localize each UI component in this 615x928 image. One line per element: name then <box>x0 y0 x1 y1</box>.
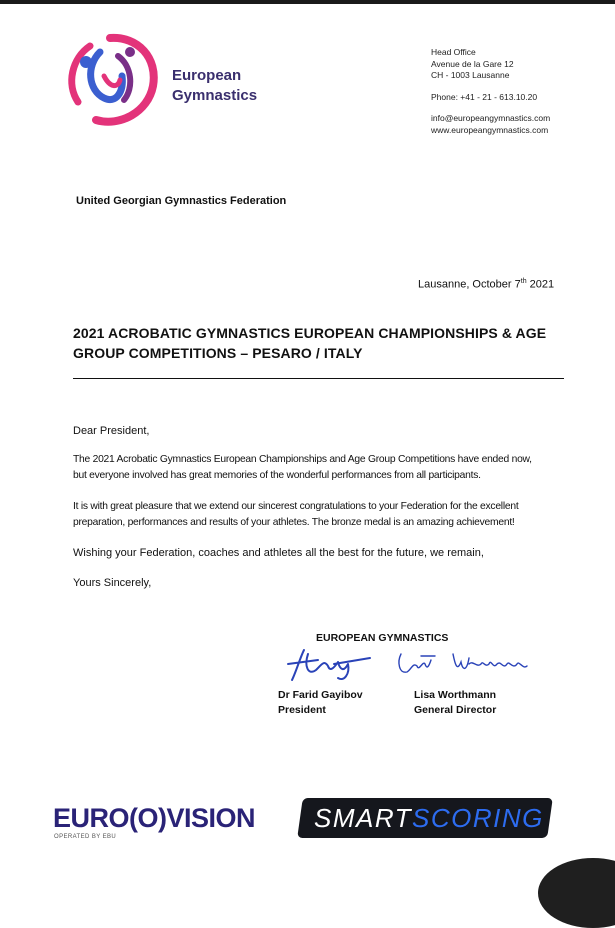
date-ordinal: th <box>520 278 527 285</box>
headline-line-1: 2021 ACROBATIC GYMNASTICS EUROPEAN CHAMPIONSHIPS & AGE <box>73 325 547 341</box>
paragraph-2-line-1: It is with great pleasure that we extend our sincerest congratulations to your Federation for the excellent <box>73 501 519 512</box>
signer-director-name: Lisa Worthmann <box>414 689 497 701</box>
eurovision-operated-by: OPERATED BY EBU <box>54 834 117 840</box>
paragraph-3: Wishing your Federation, coaches and athletes all the best for the future, we remain, <box>73 547 484 559</box>
logo-wordmark <box>172 66 257 106</box>
signature-president-image <box>278 644 378 684</box>
logo-line-1: European <box>172 67 242 84</box>
recipient: United Georgian Gymnastics Federation <box>76 195 287 207</box>
salutation: Dear President, <box>73 425 150 437</box>
smartscoring-part-2: SCORING <box>412 803 544 833</box>
signer-general-director <box>414 688 496 718</box>
paragraph-2-line-2: preparation, performances and results of your athletes. The bronze medal is an amazing achievement! <box>73 517 515 528</box>
office-website: www.europeangymnastics.com <box>431 124 549 135</box>
logo-line-2: Gymnastics <box>172 87 258 104</box>
office-line: Avenue de la Gare 12 <box>431 58 514 69</box>
headline-line-2: GROUP COMPETITIONS – PESARO / ITALY <box>73 345 363 361</box>
signature-general-director-image <box>395 648 530 680</box>
closing: Yours Sincerely, <box>73 577 152 589</box>
signer-president-title: President <box>278 704 326 716</box>
signer-president <box>278 688 363 718</box>
office-line: CH - 1003 Lausanne <box>431 70 510 81</box>
date-prefix: Lausanne, October 7 <box>418 278 521 291</box>
smartscoring-part-1: SMART <box>314 803 413 833</box>
headline-underline <box>73 378 564 379</box>
date-year: 2021 <box>526 278 555 291</box>
smartscoring-logo <box>314 803 544 833</box>
letter-date <box>418 278 554 291</box>
signer-director-title: General Director <box>414 704 497 716</box>
letter-headline <box>73 323 553 363</box>
paragraph-1-line-1: The 2021 Acrobatic Gymnastics European Championships and Age Group Competitions have ended now, <box>73 454 532 465</box>
european-gymnastics-logo-icon <box>60 32 160 128</box>
eurovision-logo: EURO(O)VISION <box>53 803 256 833</box>
signer-president-name: Dr Farid Gayibov <box>278 689 363 701</box>
paragraph-1 <box>73 452 563 484</box>
office-phone: Phone: +41 - 21 - 613.10.20 <box>431 91 538 102</box>
paragraph-2 <box>73 499 563 531</box>
signature-organisation: EUROPEAN GYMNASTICS <box>316 632 449 644</box>
head-office-address <box>431 47 550 137</box>
office-line: Head Office <box>431 47 476 57</box>
office-email: info@europeangymnastics.com <box>431 113 551 124</box>
top-border <box>0 0 615 4</box>
paragraph-1-line-2: but everyone involved has great memories of the wonderful performances from all participants. <box>73 470 481 481</box>
corner-overlay <box>538 858 615 928</box>
